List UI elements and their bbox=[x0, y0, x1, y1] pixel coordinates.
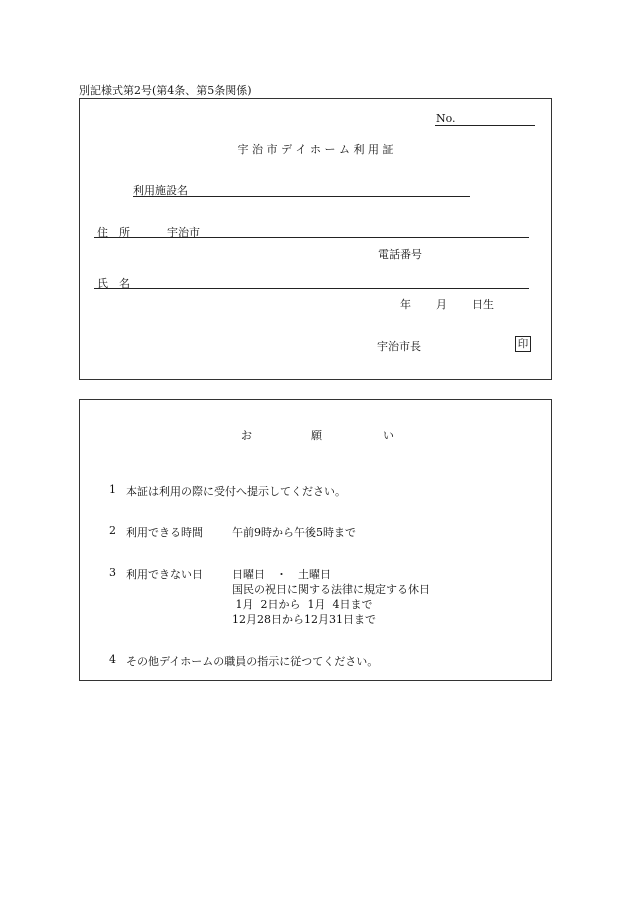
seal-mark: 印 bbox=[515, 336, 531, 352]
card-title: 宇 治 市 デ イ ホ ー ム 利 用 証 bbox=[237, 143, 394, 156]
address-city: 宇治市 bbox=[167, 226, 200, 239]
birth-year-label: 年 bbox=[400, 298, 411, 311]
item-3-line-3: 1月 2日から 1月 4日まで bbox=[232, 598, 373, 611]
facility-underline bbox=[133, 196, 470, 197]
name-underline bbox=[94, 288, 529, 289]
item-2-number: 2 bbox=[109, 524, 116, 537]
facility-label: 利用施設名 bbox=[133, 184, 188, 197]
item-3-label: 利用できない日 bbox=[126, 568, 203, 581]
birth-month-label: 月 bbox=[436, 298, 447, 311]
item-3-line-4: 12月28日から12月31日まで bbox=[232, 613, 376, 626]
item-3-line-1: 日曜日 ・ 土曜日 bbox=[232, 568, 331, 581]
issuer-label: 宇治市長 bbox=[377, 340, 421, 353]
notes-title-3: い bbox=[383, 429, 394, 442]
birth-day-label: 日生 bbox=[472, 298, 494, 311]
notes-box bbox=[79, 399, 552, 681]
item-1-number: 1 bbox=[109, 483, 116, 496]
address-underline bbox=[94, 237, 529, 238]
item-2-label: 利用できる時間 bbox=[126, 526, 203, 539]
number-underline bbox=[435, 125, 535, 126]
address-label: 住 所 bbox=[97, 226, 130, 239]
item-3-number: 3 bbox=[109, 566, 116, 579]
item-4-text: その他デイホームの職員の指示に従つてください。 bbox=[126, 655, 379, 668]
item-3-line-2: 国民の祝日に関する法律に規定する休日 bbox=[232, 583, 430, 596]
notes-title-1: お bbox=[241, 429, 252, 442]
number-label: No. bbox=[436, 112, 456, 125]
item-2-detail: 午前9時から午後5時まで bbox=[232, 526, 356, 539]
usage-card bbox=[79, 98, 552, 380]
item-4-number: 4 bbox=[109, 653, 116, 666]
form-caption: 別記様式第2号(第4条、第5条関係) bbox=[79, 84, 252, 97]
name-label: 氏 名 bbox=[97, 277, 130, 290]
item-1-text: 本証は利用の際に受付へ提示してください。 bbox=[126, 485, 346, 498]
phone-label: 電話番号 bbox=[378, 248, 422, 261]
notes-title-2: 願 bbox=[311, 429, 322, 442]
